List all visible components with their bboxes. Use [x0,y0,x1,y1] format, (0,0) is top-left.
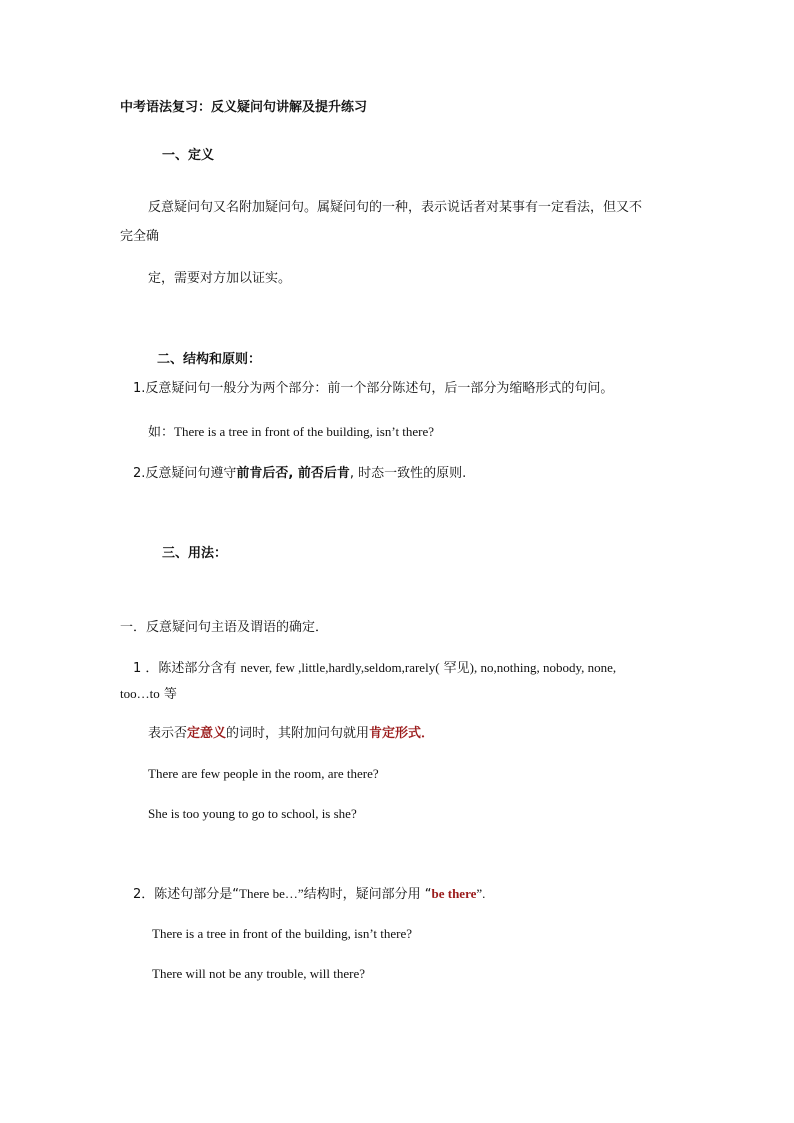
rule1-prefix: 1 ．陈述部分含有 [133,661,241,676]
document-title: 中考语法复习：反义疑问句讲解及提升练习 [120,100,368,115]
rule2-highlight: be there [431,886,477,901]
rule2-example-1: There is a tree in front of the building, isn’t there? [152,926,413,941]
rule1-words: never, few ,little,hardly,seldom,rarely( [240,660,440,675]
rule1-words-end: ), no,nothing, nobody, none, [469,660,617,675]
rule2-mid: 结构时，疑问部分用 “ [303,887,432,902]
section-heading-usage: 三、用法： [162,546,228,561]
structure-item-2 [133,466,466,482]
example-prefix: 如： [148,425,175,440]
rule2-prefix: 2．陈述句部分是“ [133,887,240,902]
item2-comma: , [288,466,298,481]
rule1-cn: 罕见 [439,661,470,676]
structure-example [148,424,434,441]
usage-part1-heading: 一．反意疑问句主语及谓语的确定． [120,620,329,635]
item2-text-end: , 时态一致性的原则. [349,466,467,481]
definition-paragraph-line3: 定，需要对方加以证实。 [148,271,292,286]
definition-paragraph-line1: 反意疑问句又名附加疑问句。属疑问句的一种，表示说话者对某事有一定看法，但又不 [148,200,643,215]
item2-text: 2.反意疑问句遵守 [133,466,237,481]
rule2-words: There be…” [239,886,304,901]
definition-paragraph-line2: 完全确 [120,229,160,244]
rule1-note-text: 表示否 [148,726,188,741]
rule1-example-2: She is too young to go to school, is she? [148,806,357,821]
structure-item-1: 1.反意疑问句一般分为两个部分：前一个部分陈述句，后一部分为缩略形式的句问。 [133,381,614,396]
rule1-line2 [120,686,177,703]
rule1-note [148,726,434,742]
rule1-note-highlight2: 肯定形式． [369,726,435,741]
example-sentence: There is a tree in front of the building, isn’t there? [174,424,435,439]
rule2-line [133,886,485,903]
rule2-end: ”. [476,886,486,901]
rule1-note-highlight1: 定意义 [187,726,227,741]
rule1-line1 [133,660,616,677]
rule1-example-1: There are few people in the room, are there? [148,766,379,781]
section-heading-definition: 一、定义 [162,148,215,163]
rule1-line2-cn: 等 [159,687,177,702]
rule1-line2-words: too…to [120,686,160,701]
item2-bold-rule2: 前否后肯 [297,466,350,481]
rule1-note-text-mid: 的词时，其附加问句就用 [226,726,370,741]
section-heading-structure: 二、结构和原则： [157,352,262,367]
rule2-example-2: There will not be any trouble, will there? [152,966,365,981]
item2-bold-rule1: 前肯后否 [236,466,289,481]
